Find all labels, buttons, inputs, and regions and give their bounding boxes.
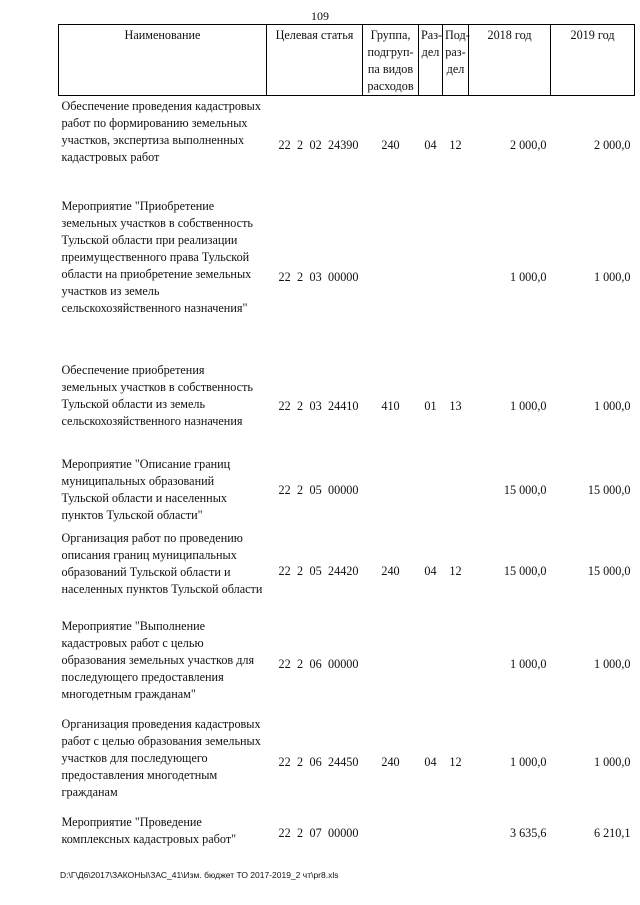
section-code [419, 812, 443, 856]
section-code: 04 [424, 138, 437, 153]
header-2019: 2019 год [551, 25, 635, 96]
target-part: 22 [278, 483, 291, 497]
target-article [267, 196, 363, 360]
target-part: 07 [309, 826, 322, 840]
target-article [267, 616, 363, 714]
header-target: Целевая статья [267, 25, 363, 96]
header-name: Наименование [59, 25, 267, 96]
subsection-code [443, 616, 469, 714]
budget-table [58, 24, 635, 856]
value-2019: 1 000,0 [593, 399, 631, 413]
target-part: 22 [278, 657, 291, 671]
row-name: Мероприятие "Выполнение кадастровых работ с целью образования земельных участков для последующего предоставления многодетным гражданам" [61, 618, 255, 701]
section-code: 04 [424, 755, 437, 769]
value-2019: 6 210,1 [593, 826, 631, 840]
row-name: Мероприятие "Проведение комплексных кадастровых работ" [61, 814, 237, 846]
target-part: 03 [309, 399, 322, 413]
value-2018: 3 635,6 [509, 826, 547, 840]
value-2018: 1 000,0 [509, 270, 547, 284]
value-2019: 15 000,0 [587, 564, 631, 578]
target-article [267, 96, 363, 196]
table-row [59, 714, 635, 812]
target-part: 00000 [328, 657, 359, 671]
target-article [267, 714, 363, 812]
row-name: Мероприятие "Описание границ муниципальных образований Тульской области и населенных пунктов Тульской области" [61, 456, 231, 522]
target-part: 22 [278, 826, 291, 840]
group-code: 240 [381, 564, 400, 578]
header-section: Раз-дел [419, 25, 443, 96]
target-part: 2 [297, 657, 304, 671]
row-name: Организация проведения кадастровых работ с целью образования земельных участков для последующего предоставления многодетным гражданам [61, 716, 261, 799]
target-part: 00000 [328, 270, 359, 284]
row-name: Обеспечение проведения кадастровых работ по формированию земельных участков, экспертиза выполненных кадастровых работ [61, 99, 261, 164]
subsection-code: 12 [449, 138, 462, 153]
target-part: 06 [309, 657, 322, 671]
row-name: Обеспечение приобретения земельных участков в собственность Тульской области из земель сельскохозяйственного назначения [61, 362, 253, 428]
value-2019: 1 000,0 [593, 657, 631, 671]
target-part: 22 [278, 755, 291, 769]
group-code: 410 [381, 399, 400, 413]
table-row [59, 528, 635, 616]
value-2018: 15 000,0 [503, 483, 547, 497]
group-code: 240 [381, 755, 400, 769]
group-code [363, 616, 419, 714]
target-part: 06 [309, 755, 322, 769]
value-2018: 1 000,0 [509, 657, 547, 671]
section-code: 04 [424, 564, 437, 578]
table-row [59, 360, 635, 454]
target-article [267, 812, 363, 856]
subsection-code: 12 [449, 564, 462, 578]
subsection-code [443, 454, 469, 528]
target-part: 24450 [328, 755, 359, 769]
target-article [267, 360, 363, 454]
value-2019: 2 000,0 [593, 138, 631, 153]
value-2018: 15 000,0 [503, 564, 547, 578]
row-name: Мероприятие "Приобретение земельных участков в собственность Тульской области при реализации преимущественного права Тульской области на приобретение земельных участков из земель сельскохозяйственного назначения" [61, 198, 253, 315]
subsection-code [443, 196, 469, 360]
target-part: 03 [309, 270, 322, 284]
target-part: 00000 [328, 483, 359, 497]
value-2018: 1 000,0 [509, 399, 547, 413]
target-part: 24410 [328, 399, 359, 413]
section-code [419, 616, 443, 714]
target-part: 2 [297, 483, 304, 497]
table-row [59, 812, 635, 856]
section-code [419, 454, 443, 528]
target-part: 02 [309, 138, 322, 153]
header-subsection: Под-раз-дел [443, 25, 469, 96]
target-part: 2 [297, 138, 304, 153]
target-part: 05 [309, 564, 322, 578]
header-group: Группа, подгруп-па видов расходов [363, 25, 419, 96]
target-part: 2 [297, 826, 304, 840]
table-row [59, 616, 635, 714]
target-article [267, 454, 363, 528]
table-row [59, 454, 635, 528]
value-2019: 1 000,0 [593, 270, 631, 284]
subsection-code: 13 [449, 399, 462, 413]
target-part: 2 [297, 755, 304, 769]
target-part: 22 [278, 399, 291, 413]
row-name: Организация работ по проведению описания границ муниципальных образований Тульской области и населенных пунктов Тульской области [61, 530, 263, 596]
target-part: 00000 [328, 826, 359, 840]
table-row [59, 96, 635, 196]
group-code [363, 196, 419, 360]
target-part: 2 [297, 564, 304, 578]
target-part: 22 [278, 270, 291, 284]
file-path-footer: D:\Г\Д6\2017\ЗАКОНЫ\ЗАС_41\Изм. бюджет ТО 2017-2019_2 чт\pr8.xls [60, 870, 339, 880]
header-2018: 2018 год [469, 25, 551, 96]
section-code: 01 [424, 399, 437, 413]
target-part: 2 [297, 270, 304, 284]
target-part: 22 [278, 564, 291, 578]
value-2019: 1 000,0 [593, 755, 631, 769]
value-2019: 15 000,0 [587, 483, 631, 497]
group-code: 240 [381, 138, 400, 153]
table-header-row [59, 25, 635, 96]
value-2018: 2 000,0 [509, 138, 547, 153]
table-row [59, 196, 635, 360]
group-code [363, 812, 419, 856]
section-code [419, 196, 443, 360]
target-part: 2 [297, 399, 304, 413]
value-2018: 1 000,0 [509, 755, 547, 769]
target-part: 22 [278, 138, 291, 153]
target-part: 24420 [328, 564, 359, 578]
target-part: 05 [309, 483, 322, 497]
subsection-code [443, 812, 469, 856]
target-part: 24390 [328, 138, 359, 153]
group-code [363, 454, 419, 528]
subsection-code: 12 [449, 755, 462, 769]
target-article [267, 528, 363, 616]
page-number: 109 [311, 9, 329, 23]
